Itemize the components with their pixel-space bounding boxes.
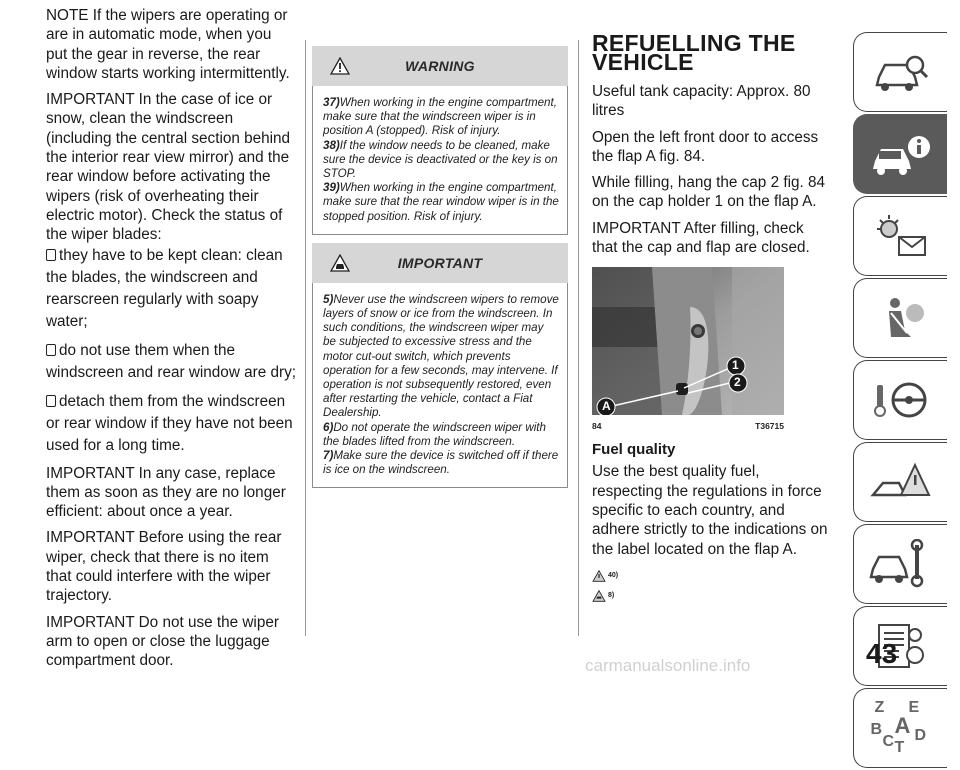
warning-item: 37)When working in the engine compartment, make sure that the windscreen wiper is in position A (stopped). Risk of injury.: [323, 96, 557, 138]
tab-car-info[interactable]: [853, 114, 947, 194]
index-icon: Z E A B C D T: [870, 699, 927, 756]
car-maintenance-icon: [869, 539, 933, 589]
important-title: IMPORTANT: [397, 254, 483, 271]
callout-a: A: [602, 399, 611, 414]
cap-holder-paragraph: While filling, hang the cap 2 fig. 84 on the cap holder 1 on the flap A.: [592, 174, 825, 211]
tab-warning-lights[interactable]: [853, 196, 947, 276]
warning-reference: 40): [592, 566, 832, 586]
important-item: 6)Do not operate the windscreen wiper with the blades lifted from the windscreen.: [323, 420, 546, 448]
replace-paragraph: IMPORTANT In any case, replace them as soon as they are no longer efficient: about once a year.: [46, 464, 286, 521]
bullet-item: detach them from the windscreen or rear window if they have not been used for a long time.: [46, 392, 293, 454]
important-item: 5)Never use the windscreen wipers to remove layers of snow or ice from the windscreen. In such conditions, the windscreen wiper may be subjected to excessive stress and the motor cut-out switch, which prevents operation for a few seconds, may intervene. If operation is not subsequently restored, even after restarting the vehicle, contact a Fiat Dealership.: [323, 292, 559, 420]
important-panel: [312, 283, 568, 489]
figure-code: T36715: [755, 421, 784, 432]
open-flap-paragraph: Open the left front door to access the flap A fig. 84.: [592, 128, 819, 165]
tab-maintenance[interactable]: [853, 524, 947, 604]
page-number: 43: [866, 638, 898, 669]
tank-capacity: Useful tank capacity: Approx. 80 litres: [592, 83, 811, 120]
column-divider: [305, 40, 306, 636]
tab-safety[interactable]: [853, 278, 947, 358]
right-column: [592, 0, 832, 606]
fuel-quality-paragraph: Use the best quality fuel, respecting the regulations in force specific to each country, and adhere strictly to the indications on the label located on the flap A.: [592, 463, 828, 558]
bullet-box-icon: [46, 249, 56, 261]
ice-snow-paragraph: IMPORTANT In the case of ice or snow, clean the windscreen (including the central section behind the interior rear view mirror) and the rear window before activating the wipers (risk of overheating their electric motor). Check the status of the wiper blades:: [46, 91, 291, 244]
note-paragraph: NOTE If the wipers are operating or are in automatic mode, when you put the gear in reverse, the rear window starts working intermittently.: [46, 7, 290, 82]
airbag-safety-icon: [871, 293, 931, 343]
figure-caption: [592, 421, 784, 431]
car-info-icon: [869, 129, 933, 179]
key-steering-icon: [869, 375, 933, 425]
tab-index[interactable]: [853, 688, 947, 768]
warning-item: 38)If the window needs to be cleaned, make sure the device is deactivated or the key is on STOP.: [323, 138, 558, 181]
warning-title: WARNING: [405, 58, 475, 74]
tab-car-search[interactable]: [853, 32, 947, 112]
fuel-quality-heading: Fuel quality: [592, 441, 676, 459]
after-filling-paragraph: IMPORTANT After filling, check that the cap and flap are closed.: [592, 219, 810, 257]
fuel-flap-photo: [592, 267, 784, 415]
middle-column: [312, 0, 568, 488]
column-divider: [578, 40, 579, 636]
wiper-arm-paragraph: IMPORTANT Do not use the wiper arm to open or close the luggage compartment door.: [46, 613, 279, 670]
rear-wiper-paragraph: IMPORTANT Before using the rear wiper, check that there is no item that could interfere with the wiper trajectory.: [46, 529, 282, 605]
figure-number: 84: [592, 421, 602, 432]
warning-item: 39)When working in the engine compartment, make sure that the rear window wiper is in the stopped position. Risk of injury.: [323, 181, 559, 223]
warning-header: [312, 46, 568, 86]
important-reference: 8): [592, 586, 832, 606]
callout-2: 2: [734, 375, 741, 390]
car-search-icon: [871, 47, 931, 97]
tab-starting-driving[interactable]: [853, 360, 947, 440]
warning-lights-icon: [871, 211, 931, 261]
warning-triangle-icon: [592, 570, 606, 582]
bullet-box-icon: [46, 395, 56, 407]
road-emergency-icon: [869, 457, 933, 507]
bullet-item: do not use them when the windscreen and rear window are dry;: [46, 341, 296, 381]
left-column: [46, 6, 296, 678]
bullet-item: they have to be kept clean: clean the blades, the windscreen and rearscreen regularly with soapy water;: [46, 246, 283, 330]
tab-emergency[interactable]: [853, 442, 947, 522]
important-header: [312, 243, 568, 283]
watermark[interactable]: carmanualsonline.info: [585, 656, 751, 675]
callout-1: 1: [732, 358, 739, 373]
important-car-icon: [592, 590, 606, 602]
bullet-box-icon: [46, 344, 56, 356]
important-item: 7)Make sure the device is switched off if there is ice on the windscreen.: [323, 449, 559, 477]
section-heading: REFUELLING THE VEHICLE: [592, 30, 796, 75]
warning-panel: [312, 86, 568, 235]
